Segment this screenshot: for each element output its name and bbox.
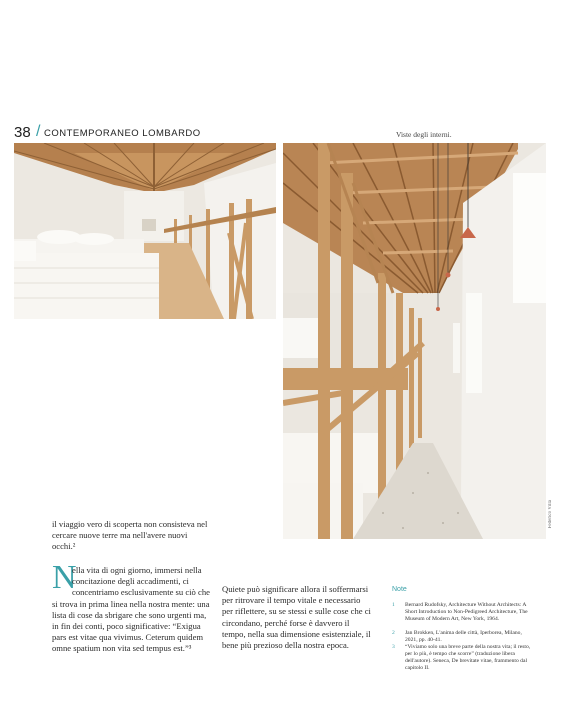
notes-heading: Note (392, 586, 407, 593)
section-title: CONTEMPORANEO LOMBARDO (44, 128, 201, 139)
corridor-illustration (283, 143, 546, 539)
footnote-1 (392, 602, 532, 623)
footnote-number: 3 (392, 644, 395, 650)
page-number: 38 (14, 124, 31, 141)
footnote-3 (392, 644, 532, 672)
drop-cap: N (52, 559, 77, 596)
interior-photo-loft-beds (14, 143, 276, 319)
body-paragraph-main-text: ella vita di ogni giorno, immersi nella concitazione degli accadimenti, ci concentriamo esclusivamente su ciò che si trova in prima linea nella nostra mente: una lista di cose da sbrigare che sono urgenti ma, in fin dei conti, poco significative: “Exigua pars est vitae qua vivimus. Ceterum quidem omne spatium non vita sed tempus est.”³ (52, 565, 210, 654)
footnote-2 (392, 630, 532, 644)
footnote-text: Bernard Rudofsky, Architecture Without Architects: A Short Introduction to Non-Pedigreed Architecture, The Museum of Modern Art, New York, 1964. (405, 602, 528, 622)
interior-photo-corridor (283, 143, 546, 539)
page-number-slash: / (36, 123, 41, 140)
loft-beds-illustration (14, 143, 276, 319)
footnote-number: 1 (392, 602, 395, 608)
body-paragraph-intro-end: il viaggio vero di scoperta non consisteva nel cercare nuove terre ma nell'avere nuovi occhi.² (52, 519, 208, 552)
photo-caption: Viste degli interni. (396, 130, 452, 139)
footnote-text: Jan Brokken, L'anima delle città, Iperborea, Milano, 2021, pp. 40-41. (405, 630, 522, 643)
body-paragraph-second-column: Quiete può significare allora il soffermarsi per ritrovare il tempo vitale e necessario per riflettere, su se stessi e sulle cose che ci circondano, perché forse è davvero il tempo, nella sua dimensione esistenziale, il bene più prezioso della nostra epoca. (222, 584, 371, 651)
footnote-text: “Viviamo solo una breve parte della nostra vita; il resto, per lo più, è tempo che scorre” (traduzione libera dell'autore). Seneca, De brevitate vitae, frammento dal capitolo II. (405, 644, 531, 671)
footnote-number: 2 (392, 630, 395, 636)
photo-credit: Federico Villa (548, 500, 553, 529)
body-paragraph-main (52, 565, 212, 655)
